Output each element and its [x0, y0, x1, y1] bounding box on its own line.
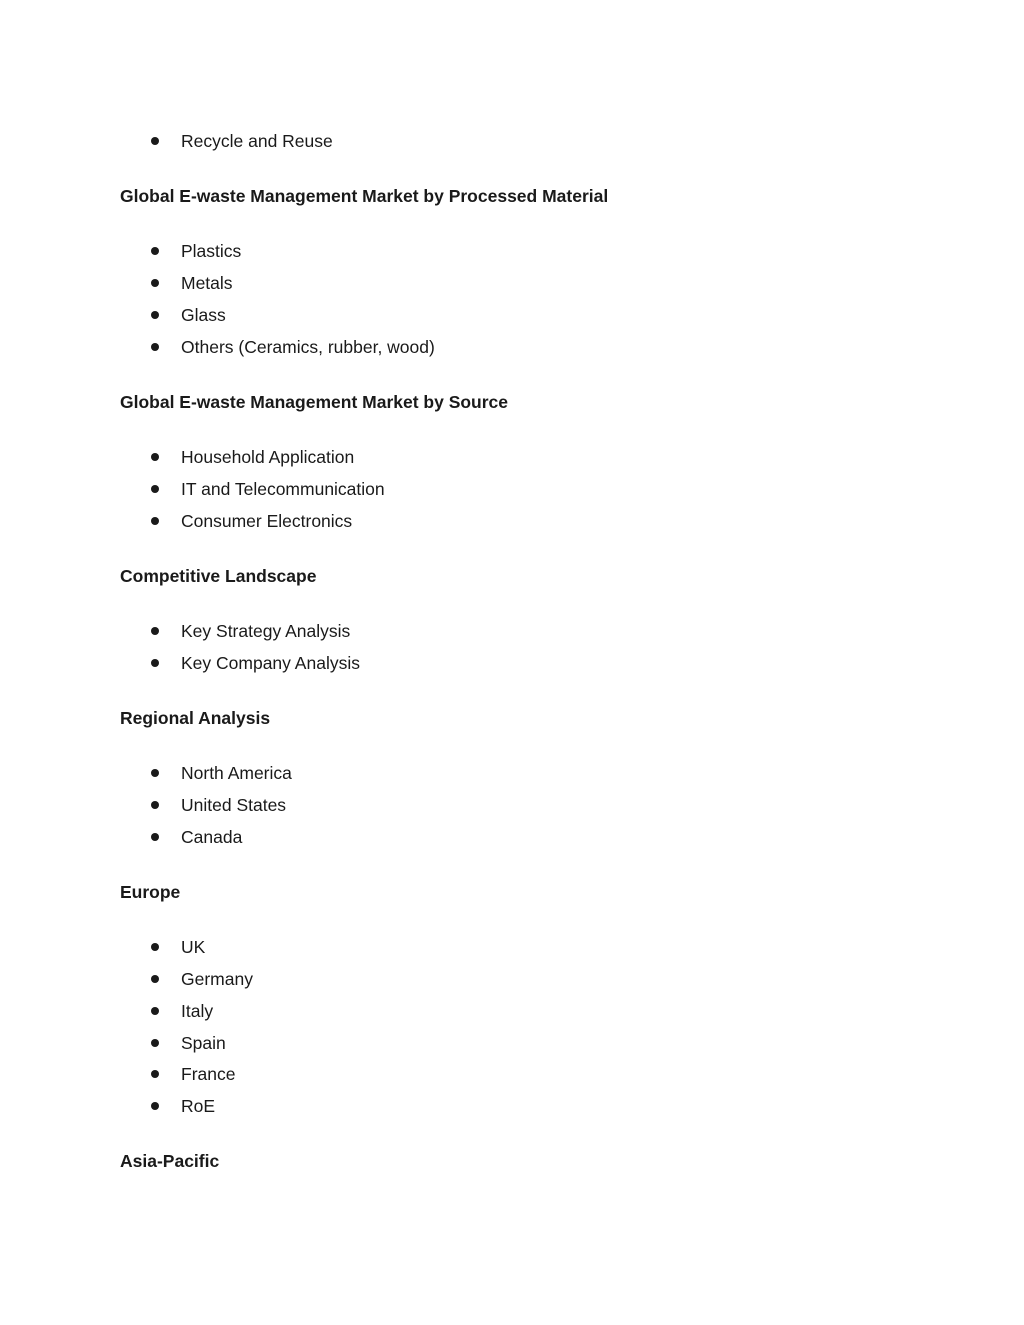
list-item-label: IT and Telecommunication [181, 479, 385, 499]
bullet-icon [151, 833, 159, 841]
list-item-label: Key Strategy Analysis [181, 621, 351, 641]
section-heading-source: Global E-waste Management Market by Source [120, 392, 509, 412]
bullet-icon [151, 453, 159, 461]
bullet-icon [151, 975, 159, 983]
list-item-label: Metals [181, 273, 233, 293]
section-heading-competitive-landscape: Competitive Landscape [120, 566, 317, 586]
section-heading-processed-material: Global E-waste Management Market by Processed Material [120, 186, 609, 206]
bullet-icon [151, 485, 159, 493]
list-item-label: Canada [181, 827, 243, 847]
bullet-icon [151, 659, 159, 667]
list-item-label: Key Company Analysis [181, 653, 360, 673]
list-item-label: Others (Ceramics, rubber, wood) [181, 337, 435, 357]
bullet-icon [151, 311, 159, 319]
section-heading-regional-analysis: Regional Analysis [120, 708, 271, 728]
list-item-label: Consumer Electronics [181, 511, 353, 531]
bullet-icon [151, 943, 159, 951]
list-item-label: Recycle and Reuse [181, 131, 333, 151]
section-heading-asia-pacific: Asia-Pacific [120, 1151, 220, 1171]
bullet-icon [151, 801, 159, 809]
bullet-icon [151, 279, 159, 287]
list-item-label: Italy [181, 1001, 214, 1021]
list-item-label: North America [181, 763, 292, 783]
bullet-icon [151, 247, 159, 255]
list-item-label: Glass [181, 305, 226, 325]
bullet-icon [151, 137, 159, 145]
list-item-label: United States [181, 795, 287, 815]
list-item-label: France [181, 1064, 236, 1084]
bullet-icon [151, 343, 159, 351]
bullet-icon [151, 769, 159, 777]
bullet-icon [151, 627, 159, 635]
bullet-icon [151, 517, 159, 525]
list-item-label: Plastics [181, 241, 242, 261]
list-item-label: Household Application [181, 447, 355, 467]
list-item-label: UK [181, 937, 206, 957]
list-item-label: Germany [181, 969, 253, 989]
list-item-label: RoE [181, 1096, 216, 1116]
section-heading-europe: Europe [120, 882, 181, 902]
bullet-icon [151, 1070, 159, 1078]
bullet-icon [151, 1039, 159, 1047]
bullet-icon [151, 1102, 159, 1110]
list-item-label: Spain [181, 1033, 226, 1053]
bullet-icon [151, 1007, 159, 1015]
